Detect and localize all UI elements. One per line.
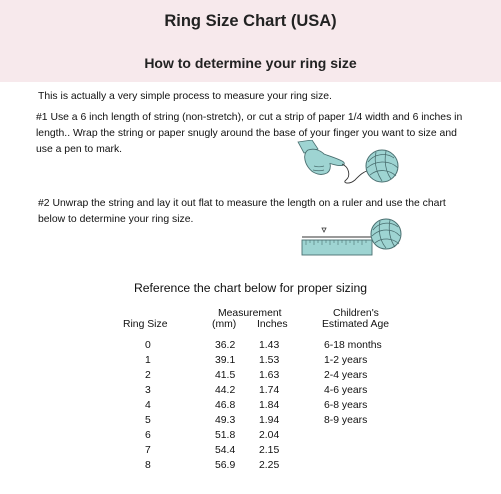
cell-size: 1 [145, 355, 151, 366]
header-age-line2: Estimated Age [322, 319, 390, 330]
cell-size: 4 [145, 400, 151, 411]
cell-age: 4-6 years [324, 385, 368, 396]
cell-mm: 44.2 [215, 385, 236, 396]
reference-heading: Reference the chart below for proper sizing [133, 281, 368, 295]
cell-inches: 2.15 [259, 445, 280, 456]
cell-size: 0 [145, 340, 151, 351]
cell-age: 2-4 years [324, 370, 368, 381]
cell-inches: 1.43 [259, 340, 280, 351]
cell-size: 6 [145, 430, 151, 441]
page-title: Ring Size Chart (USA) [164, 12, 337, 30]
cell-inches: 2.04 [259, 430, 280, 441]
cell-inches: 1.94 [259, 415, 280, 426]
step1-text: #1 Use a 6 inch length of string (non-stretch), or cut a strip of paper 1/4 width and 6 inches in length.. Wrap the string or paper snugly around the base of your finger you want to size and use a pen to mark. [36, 112, 463, 155]
intro-text: This is actually a very simple process to measure your ring size. [38, 91, 332, 102]
cell-mm: 56.9 [215, 460, 236, 471]
cell-inches: 1.63 [259, 370, 280, 381]
cell-mm: 46.8 [215, 400, 236, 411]
ruler-with-yarn-ball-icon [300, 216, 406, 260]
cell-mm: 49.3 [215, 415, 236, 426]
cell-size: 7 [145, 445, 151, 456]
cell-inches: 1.53 [259, 355, 280, 366]
cell-size: 2 [145, 370, 151, 381]
hand-with-yarn-ball-icon [294, 140, 414, 190]
header-mm: (mm) [212, 319, 237, 330]
cell-mm: 39.1 [215, 355, 236, 366]
cell-mm: 54.4 [215, 445, 236, 456]
cell-age: 8-9 years [324, 415, 368, 426]
page-subtitle: How to determine your ring size [144, 55, 357, 71]
cell-size: 8 [145, 460, 151, 471]
header-measurement: Measurement [218, 308, 282, 319]
cell-inches: 1.84 [259, 400, 280, 411]
cell-inches: 1.74 [259, 385, 280, 396]
cell-mm: 51.8 [215, 430, 236, 441]
header-inches: Inches [257, 319, 288, 330]
step2-text: #2 Unwrap the string and lay it out flat to measure the length on a ruler and use the chart below to determine your ring size. [38, 198, 446, 225]
cell-age: 1-2 years [324, 355, 368, 366]
cell-inches: 2.25 [259, 460, 280, 471]
cell-size: 5 [145, 415, 151, 426]
cell-size: 3 [145, 385, 151, 396]
header-ring-size: Ring Size [123, 319, 168, 330]
cell-age: 6-18 months [324, 340, 382, 351]
cell-age: 6-8 years [324, 400, 368, 411]
cell-mm: 41.5 [215, 370, 236, 381]
header-age-line1: Children's [333, 308, 379, 319]
cell-mm: 36.2 [215, 340, 236, 351]
